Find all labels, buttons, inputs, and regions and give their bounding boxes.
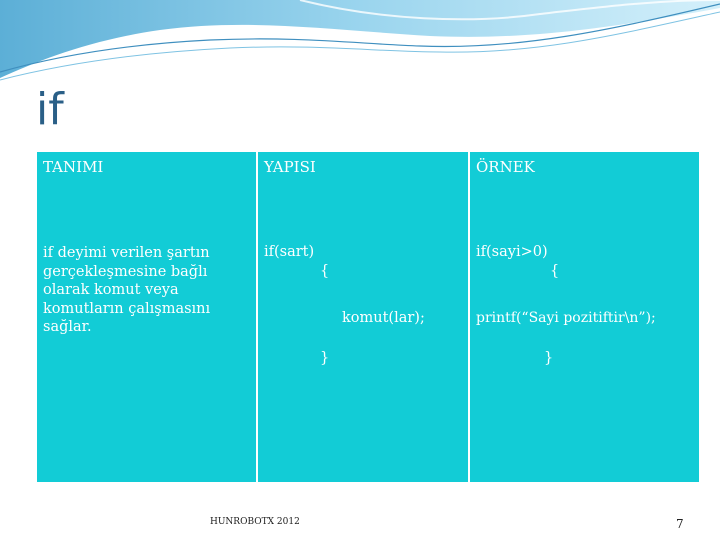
page-number: 7 [676,517,684,531]
structure-condition: if(sart) [264,244,315,260]
definition-column [37,152,256,482]
structure-close-brace: } [320,350,330,366]
header-structure: YAPISI [264,158,316,176]
structure-column [258,152,468,482]
structure-statement: komut(lar); [342,310,425,326]
example-close-brace: } [544,350,554,366]
example-statement: printf(“Sayi pozitiftir\n”); [476,310,656,326]
example-condition: if(sayi>0) [476,244,548,260]
content-table [37,152,699,482]
header-wave-decoration [0,0,720,90]
definition-text: if deyimi verilen şartın gerçekleşmesine bağlı olarak komut veya komutların çalışmasını sağlar. [43,245,211,335]
header-definition: TANIMI [43,158,104,176]
example-open-brace: { [550,263,560,279]
slide-title: if [36,84,64,135]
header-example: ÖRNEK [476,158,535,176]
example-column [470,152,699,482]
structure-open-brace: { [320,263,330,279]
footer-label: HUNROBOTX 2012 [210,517,300,527]
